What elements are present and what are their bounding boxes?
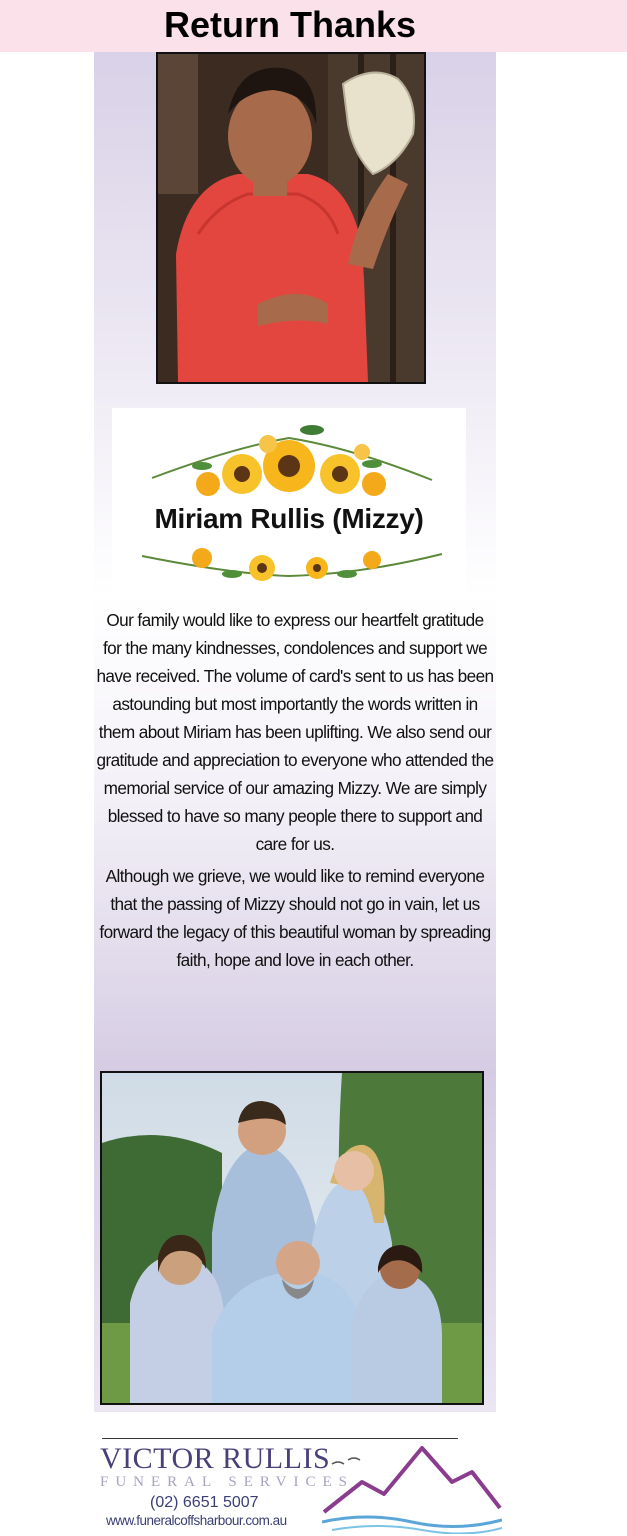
sunflower-wreath-graphic bbox=[112, 408, 466, 596]
funeral-home-website: www.funeralcoffsharbour.com.au bbox=[106, 1513, 287, 1528]
portrait-photo bbox=[156, 52, 426, 384]
footer-divider bbox=[102, 1438, 458, 1439]
funeral-home-subtitle: FUNERAL SERVICES bbox=[100, 1474, 355, 1490]
message-paragraph-2: Although we grieve, we would like to remind everyone that the passing of Mizzy should not go in vain, let us forward the legacy of this beautiful woman by spreading faith, hope and love in each other. bbox=[99, 866, 491, 970]
name-banner bbox=[112, 408, 466, 596]
portrait-photo-image bbox=[158, 54, 424, 382]
funeral-home-footer bbox=[96, 1428, 496, 1534]
sunflower-bottom-icon bbox=[142, 548, 442, 581]
family-photo-image bbox=[102, 1073, 482, 1403]
header-banner bbox=[0, 0, 627, 52]
thanks-message bbox=[96, 606, 494, 978]
family-photo bbox=[100, 1071, 484, 1405]
page-title: Return Thanks bbox=[163, 4, 417, 45]
mountain-logo-icon bbox=[322, 1442, 502, 1534]
message-paragraph-1: Our family would like to express our heartfelt gratitude for the many kindnesses, condolences and support we have received. The volume of card's sent to us has been astounding but most importantly the words written in them about Miriam has been uplifting. We also send our gratitude and appreciation to everyone who attended the memorial service of our amazing Mizzy. We are simply blessed to have so many people there to support and care for us. bbox=[96, 610, 494, 854]
funeral-home-phone: (02) 6651 5007 bbox=[150, 1494, 259, 1511]
deceased-name: Miriam Rullis (Mizzy) bbox=[154, 503, 424, 534]
funeral-home-name: VICTOR RULLIS bbox=[100, 1442, 331, 1475]
sunflower-top-icon bbox=[152, 425, 432, 496]
